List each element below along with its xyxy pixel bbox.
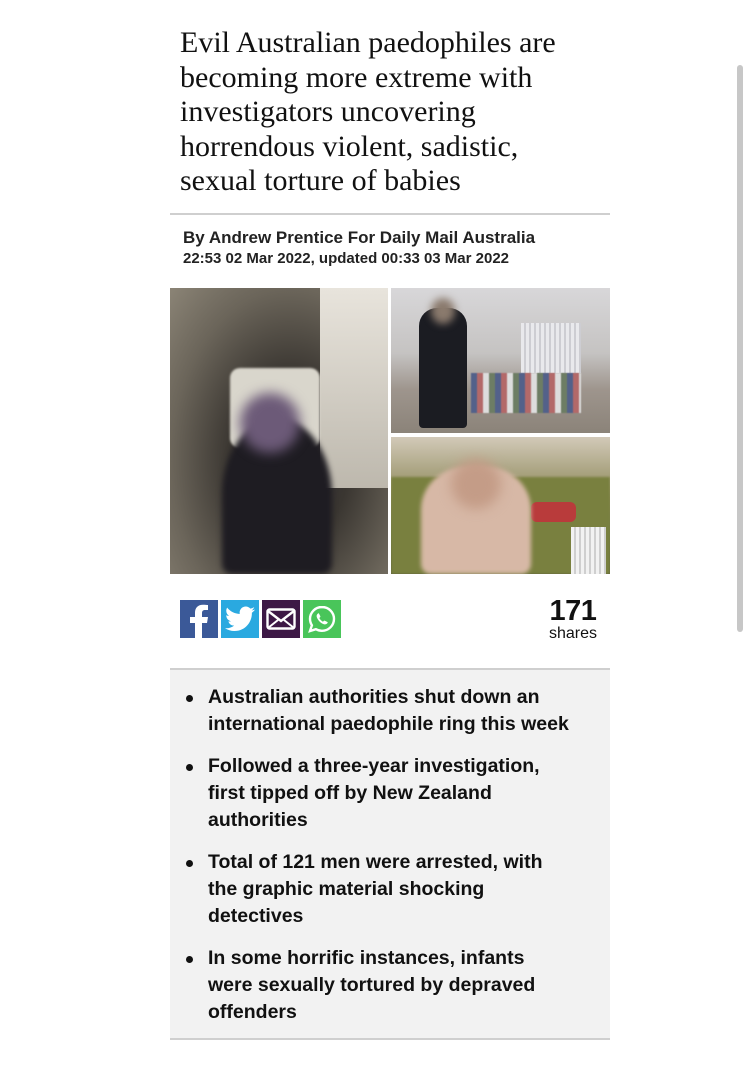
- email-icon: [266, 608, 296, 630]
- facebook-share-button[interactable]: [180, 600, 218, 638]
- photo-top-right[interactable]: [391, 288, 610, 433]
- bullet-icon: [186, 860, 193, 867]
- article-headline: Evil Australian paedophiles are becoming more extreme with investigators uncovering horrendous violent, sadistic, sexual torture of babies: [170, 0, 610, 215]
- article-summary: [170, 670, 610, 1040]
- facebook-icon: [180, 600, 218, 638]
- summary-item: [170, 684, 610, 738]
- summary-item-text: In some horrific instances, infants were sexually tortured by depraved offenders: [208, 946, 536, 1023]
- whatsapp-share-button[interactable]: [303, 600, 341, 638]
- photo-bottom-right[interactable]: [391, 437, 610, 574]
- twitter-share-button[interactable]: [221, 600, 259, 638]
- bullet-icon: [186, 956, 193, 963]
- page-scrollbar[interactable]: [737, 65, 743, 632]
- share-count-label: shares: [548, 624, 597, 642]
- bullet-icon: [186, 695, 193, 702]
- byline: [170, 215, 610, 273]
- share-count-number: 171: [549, 594, 597, 627]
- byline-dates: 22:53 02 Mar 2022, updated 00:33 03 Mar 2022: [183, 249, 510, 267]
- summary-item-text: Australian authorities shut down an international paedophile ring this week: [208, 685, 569, 735]
- summary-item: [170, 849, 610, 930]
- summary-item-text: Total of 121 men were arrested, with the graphic material shocking detectives: [208, 850, 543, 927]
- bullet-icon: [186, 764, 193, 771]
- twitter-icon: [225, 606, 255, 632]
- summary-item: [170, 753, 610, 834]
- email-share-button[interactable]: [262, 600, 300, 638]
- summary-item-text: Followed a three-year investigation, first tipped off by New Zealand authorities: [208, 754, 540, 831]
- summary-item: [170, 945, 610, 1026]
- photo-main[interactable]: [170, 288, 388, 574]
- share-bar: [170, 594, 610, 670]
- byline-author[interactable]: By Andrew Prentice For Daily Mail Australia: [183, 227, 536, 247]
- photo-gallery[interactable]: [170, 288, 610, 574]
- whatsapp-icon: [307, 604, 337, 634]
- summary-list: [170, 684, 610, 1026]
- share-count: [549, 596, 597, 642]
- article: [170, 0, 610, 1040]
